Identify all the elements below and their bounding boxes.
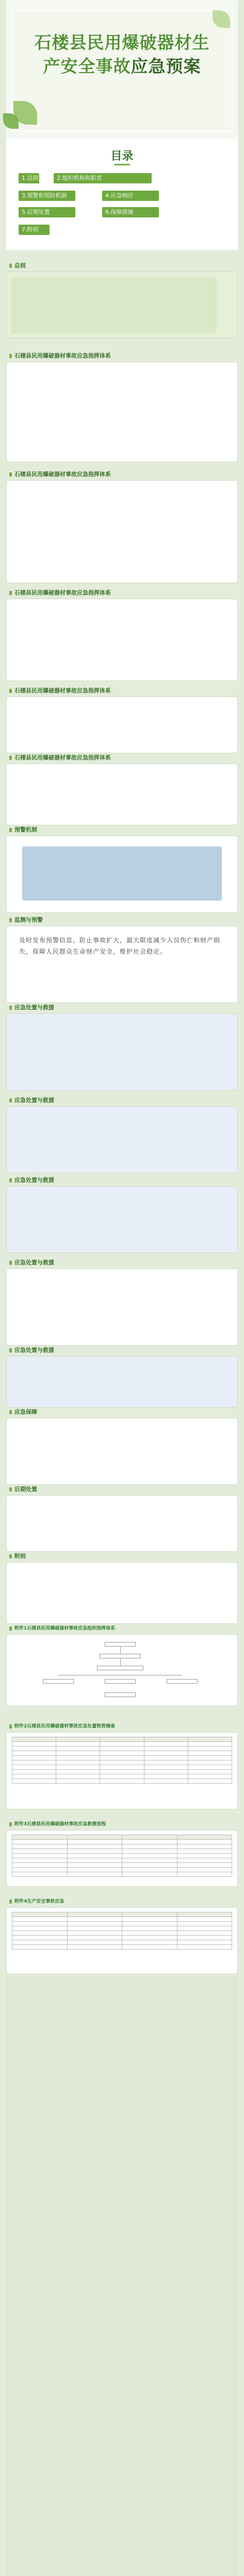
section-heading: 石楼县民用爆破器材事故应急指挥体系 — [6, 685, 238, 697]
section-heading: 应急保障 — [6, 1406, 238, 1418]
section-heading: 后期处置 — [6, 1484, 238, 1495]
contact-table — [12, 1912, 232, 1950]
section-response-2 — [6, 1095, 238, 1173]
annex-heading: 附件3石楼县民用爆破器材事故应急救援流程 — [6, 1819, 238, 1830]
flow-node — [105, 1679, 136, 1684]
content-strip — [22, 846, 222, 901]
section-heading: 应急处置与救援 — [6, 1002, 238, 1013]
section-heading: 石楼县民用爆破器材事故应急指挥体系 — [6, 469, 238, 480]
section-org-5 — [6, 752, 238, 825]
table-of-contents — [6, 139, 238, 250]
section-heading: 监测与预警 — [6, 914, 238, 926]
section-heading: 应急处置与救援 — [6, 1257, 238, 1268]
footer-area — [6, 1976, 238, 2576]
response-card — [6, 1106, 238, 1173]
section-annex-4 — [6, 1896, 238, 1974]
flow-node — [167, 1679, 198, 1684]
guarantee-card — [6, 1418, 238, 1485]
response-card — [6, 1186, 238, 1253]
quote-text: 及时发布预警信息，防止事故扩大，最大限度减少人员伤亡和财产损失，保障人民群众生命财产安全，维护社会稳定。 — [19, 937, 221, 955]
toc-item[interactable]: 2.组织机构和职责 — [54, 173, 152, 183]
appendix-card — [6, 1562, 238, 1624]
flow-edge — [120, 1658, 121, 1666]
org-card — [6, 480, 238, 583]
flow-node — [105, 1642, 136, 1647]
section-monitoring — [6, 914, 238, 1003]
flow-node — [100, 1654, 141, 1658]
section-warning-mechanism — [6, 824, 238, 913]
section-heading: 应急处置与救援 — [6, 1175, 238, 1186]
annex-table-card — [6, 1907, 238, 1974]
section-response-5 — [6, 1345, 238, 1408]
general-card — [6, 272, 238, 338]
monitoring-card — [6, 926, 238, 1003]
toc-title: 目录 — [110, 150, 134, 163]
section-guarantee — [6, 1406, 238, 1485]
annex-table-card — [6, 1732, 238, 1809]
section-aftermath — [6, 1484, 238, 1552]
document-title — [17, 31, 227, 78]
org-card — [6, 697, 238, 753]
toc-item[interactable]: 1.总则 — [19, 173, 39, 183]
section-heading: 石楼县民用爆破器材事故应急指挥体系 — [6, 350, 238, 362]
flow-edge — [120, 1647, 121, 1654]
annex-heading: 附件4生产安全事故应急 — [6, 1896, 238, 1907]
section-org-4 — [6, 685, 238, 753]
section-annex-1 — [6, 1623, 238, 1706]
section-annex-3 — [6, 1819, 238, 1887]
section-org-2 — [6, 469, 238, 583]
title-line-2-a: 产安全事故 — [43, 56, 131, 76]
toc-underline — [115, 164, 130, 165]
toc-item[interactable]: 7.附则 — [19, 225, 50, 235]
title-line-2-b: 应急预案 — [131, 56, 201, 76]
section-appendix — [6, 1551, 238, 1624]
flow-node — [97, 1666, 143, 1670]
org-card — [6, 599, 238, 681]
org-card — [6, 764, 238, 825]
section-heading: 应急处置与救援 — [6, 1095, 238, 1106]
annex-flowchart — [6, 1634, 238, 1706]
document-header — [6, 0, 238, 139]
section-heading: 石楼县民用爆破器材事故应急指挥体系 — [6, 752, 238, 764]
title-line-1: 石楼县民用爆破器材生 — [34, 32, 210, 53]
section-response-4 — [6, 1257, 238, 1346]
section-response-3 — [6, 1175, 238, 1253]
section-heading: 总则 — [6, 260, 238, 272]
section-response-1 — [6, 1002, 238, 1091]
section-org-1 — [6, 350, 238, 462]
toc-item[interactable]: 5.后期处置 — [19, 207, 75, 217]
content-strip — [11, 277, 217, 334]
toc-item[interactable]: 3.预警和预防机制 — [19, 191, 75, 201]
toc-item[interactable]: 4.应急响应 — [102, 191, 159, 201]
flow-node — [43, 1679, 74, 1684]
response-card — [6, 1356, 238, 1408]
response-card — [6, 1013, 238, 1091]
org-card — [6, 362, 238, 462]
annex-heading: 附件1石楼县民用爆破器材事故应急组织指挥体系 — [6, 1623, 238, 1634]
section-general — [6, 260, 238, 338]
supplies-table — [12, 1737, 232, 1784]
process-table — [12, 1835, 232, 1877]
section-heading: 应急处置与救援 — [6, 1345, 238, 1356]
warning-card — [6, 836, 238, 913]
response-card — [6, 1268, 238, 1346]
annex-table-card — [6, 1830, 238, 1887]
flow-node — [105, 1692, 136, 1697]
section-org-3 — [6, 587, 238, 681]
section-heading: 附则 — [6, 1551, 238, 1562]
section-heading: 石楼县民用爆破器材事故应急指挥体系 — [6, 587, 238, 599]
section-annex-2 — [6, 1721, 238, 1809]
aftermath-card — [6, 1495, 238, 1552]
section-heading: 预警机制 — [6, 824, 238, 836]
toc-item[interactable]: 6.保障措施 — [102, 207, 159, 217]
annex-heading: 附件2石楼县民用爆破器材事故应急处置物资储备 — [6, 1721, 238, 1732]
